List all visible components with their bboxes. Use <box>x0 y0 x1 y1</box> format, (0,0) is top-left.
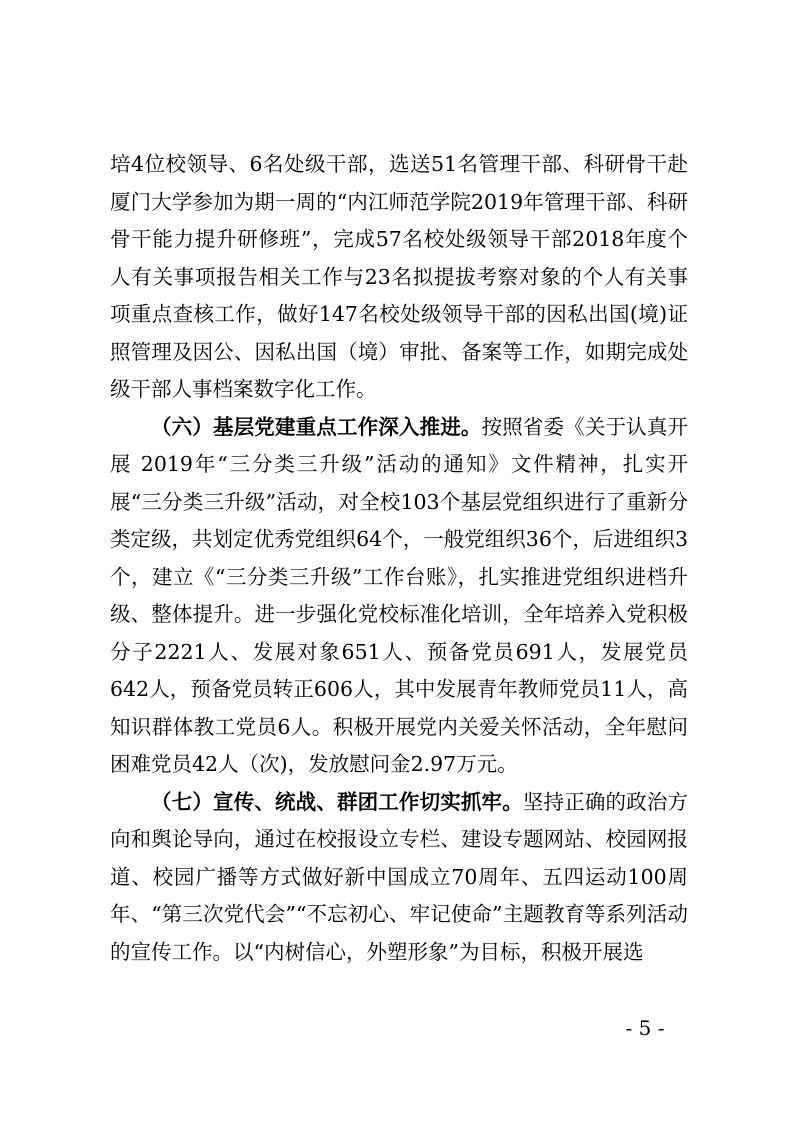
section-heading-seven: （七）宣传、统战、群团工作切实抓牢。 <box>151 789 523 814</box>
document-body <box>110 146 688 971</box>
paragraph-text: 坚持正确的政治方向和舆论导向，通过在校报设立专栏、建设专题网站、校园网报道、校园广播等方式做好新中国成立70周年、五四运动100周年、“第三次党代会”“不忘初心、牢记使命”主题教育等系列活动的宣传工作。以“内树信心，外塑形象”为目标，积极开展选 <box>110 789 689 964</box>
paragraph-text: 按照省委《关于认真开展 2019年“三分类三升级”活动的通知》文件精神，扎实开展“三分类三升级”活动，对全校103个基层党组织进行了重新分类定级，共划定优秀党组织64个，一般党组织36个，后进组织3个，建立《“三分类三升级”工作台账》，扎实推进党组织进档升级、整体提升。进一步强化党校标准化培训，全年培养入党积极分子2221人、发展对象651人、预备党员691人，发展党员642人，预备党员转正606人，其中发展青年教师党员11人，高知识群体教工党员6人。积极开展党内关爱关怀活动，全年慰问困难党员42人（次)，发放慰问金2.97万元。 <box>110 414 689 776</box>
section-heading-six: （六）基层党建重点工作深入推进。 <box>151 414 482 439</box>
paragraph-party-building <box>110 409 688 784</box>
paragraph-publicity-united-front <box>110 784 688 972</box>
paragraph-cadre-training <box>110 146 688 409</box>
page-number: - 5 - <box>625 1016 665 1040</box>
paragraph-text: 培4位校领导、6名处级干部，选送51名管理干部、科研骨干赴厦门大学参加为期一周的“内江师范学院2019年管理干部、科研骨干能力提升研修班”，完成57名校处级领导干部2018年度个人有关事项报告相关工作与23名拟提拔考察对象的个人有关事项重点查核工作，做好147名校处级领导干部的因私出国(境)证照管理及因公、因私出国（境）审批、备案等工作，如期完成处级干部人事档案数字化工作。 <box>110 152 688 401</box>
